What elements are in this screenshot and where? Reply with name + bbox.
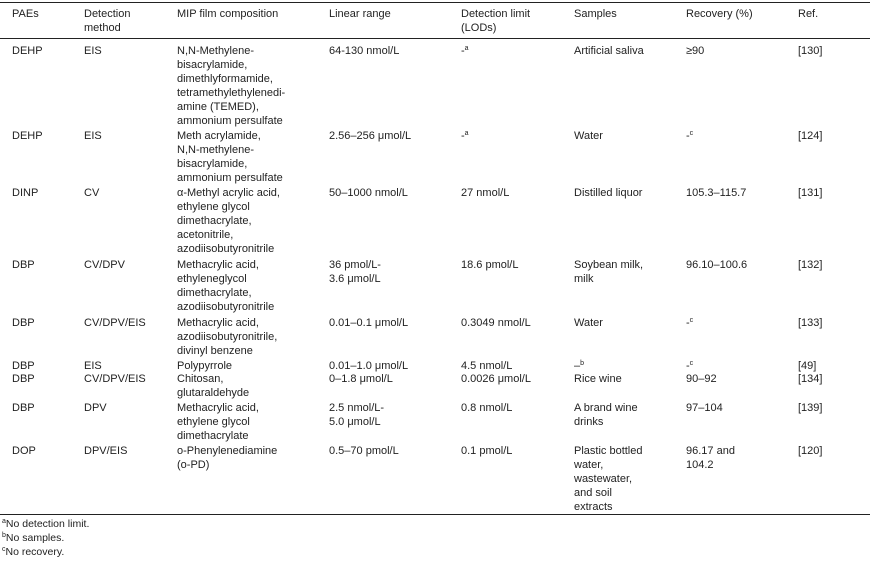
cell-samples: Soybean milk, milk <box>574 259 644 285</box>
cell-recovery: -$^c$ <box>686 360 694 372</box>
cell-recovery: 105.3–115.7 <box>686 187 747 199</box>
cell-ref: [139] <box>798 402 823 414</box>
cell-method: EIS <box>84 130 102 142</box>
cell-composition: α-Methyl acrylic acid, ethylene glycol dimethacrylate, acetonitrile, azodiisobutyronitrile <box>177 187 280 255</box>
cell-linear-range: 64-130 nmol/L <box>329 45 400 57</box>
table-bottom-rule <box>0 514 870 515</box>
footnote-mark: c <box>689 360 694 367</box>
table-top-rule <box>0 2 870 3</box>
cell-detection-limit: 4.5 nmol/L <box>461 360 513 372</box>
footnote: $^c$No recovery. <box>2 546 65 558</box>
cell-detection-limit: 18.6 pmol/L <box>461 259 519 271</box>
header-paes: PAEs <box>12 8 39 20</box>
cell-samples: Plastic bottled water, wastewater, and soil extracts <box>574 445 643 513</box>
footnote: $^b$No samples. <box>2 532 65 544</box>
cell-method: DPV/EIS <box>84 445 128 457</box>
cell-recovery: ≥90 <box>686 45 705 57</box>
cell-recovery: -$^c$ <box>686 317 694 329</box>
cell-composition: Chitosan, glutaraldehyde <box>177 373 250 399</box>
cell-method: EIS <box>84 360 102 372</box>
cell-ref: [124] <box>798 130 823 142</box>
cell-paes: DBP <box>12 373 35 385</box>
cell-detection-limit: 27 nmol/L <box>461 187 510 199</box>
cell-paes: DEHP <box>12 45 43 57</box>
cell-method: CV/DPV/EIS <box>84 373 146 385</box>
cell-composition: N,N-Methylene- bisacrylamide, dimethlyformamide, tetramethylethylenedi- amine (TEMED), ammonium persulfate <box>177 45 286 127</box>
cell-linear-range: 50–1000 nmol/L <box>329 187 408 199</box>
cell-ref: [130] <box>798 45 823 57</box>
cell-samples: Distilled liquor <box>574 187 643 199</box>
cell-composition: Methacrylic acid, azodiisobutyronitrile, divinyl benzene <box>177 317 278 357</box>
cell-method: EIS <box>84 45 102 57</box>
cell-ref: [49] <box>798 360 817 372</box>
cell-composition: Meth acrylamide, N,N-methylene- bisacrylamide, ammonium persulfate <box>177 130 283 184</box>
cell-recovery: 96.17 and 104.2 <box>686 445 735 471</box>
cell-samples: Artificial saliva <box>574 45 644 57</box>
cell-recovery: 90–92 <box>686 373 717 385</box>
cell-composition: Polypyrrole <box>177 360 233 372</box>
cell-recovery: -$^c$ <box>686 130 694 142</box>
cell-detection-limit: 0.8 nmol/L <box>461 402 513 414</box>
cell-samples: Water <box>574 130 603 142</box>
cell-linear-range: 2.5 nmol/L- 5.0 μmol/L <box>329 402 385 428</box>
cell-paes: DINP <box>12 187 39 199</box>
footnote-mark: c <box>689 130 694 137</box>
cell-detection-limit: -$^a$ <box>461 130 469 142</box>
cell-ref: [134] <box>798 373 823 385</box>
cell-recovery: 96.10–100.6 <box>686 259 748 271</box>
cell-method: CV/DPV/EIS <box>84 317 146 329</box>
cell-samples: A brand wine drinks <box>574 402 638 428</box>
cell-paes: DBP <box>12 360 35 372</box>
cell-recovery: 97–104 <box>686 402 723 414</box>
table-header-rule <box>0 38 870 39</box>
cell-detection-limit: 0.1 pmol/L <box>461 445 513 457</box>
cell-ref: [132] <box>798 259 823 271</box>
footnote-mark: a <box>464 45 469 52</box>
header-composition: MIP film composition <box>177 8 279 20</box>
cell-composition: o-Phenylenediamine (o-PD) <box>177 445 278 471</box>
cell-paes: DOP <box>12 445 36 457</box>
cell-composition: Methacrylic acid, ethylene glycol dimethacrylate <box>177 402 259 442</box>
cell-paes: DBP <box>12 259 35 271</box>
cell-paes: DBP <box>12 402 35 414</box>
cell-linear-range: 2.56–256 μmol/L <box>329 130 412 142</box>
cell-paes: DEHP <box>12 130 43 142</box>
header-linear-range: Linear range <box>329 8 391 20</box>
cell-linear-range: 0.5–70 pmol/L <box>329 445 399 457</box>
header-recovery: Recovery (%) <box>686 8 753 20</box>
cell-samples: Water <box>574 317 603 329</box>
footnote-mark: b <box>580 360 585 367</box>
header-samples: Samples <box>574 8 617 20</box>
cell-paes: DBP <box>12 317 35 329</box>
cell-method: CV/DPV <box>84 259 125 271</box>
cell-ref: [133] <box>798 317 823 329</box>
cell-linear-range: 0.01–0.1 μmol/L <box>329 317 409 329</box>
footnote-mark: c <box>689 317 694 324</box>
header-detection-limit: Detection limit (LODs) <box>461 8 531 34</box>
cell-ref: [120] <box>798 445 823 457</box>
header-detection-method: Detection method <box>84 8 131 34</box>
header-ref: Ref. <box>798 8 819 20</box>
cell-samples: Rice wine <box>574 373 622 385</box>
cell-detection-limit: 0.0026 μmol/L <box>461 373 531 385</box>
cell-detection-limit: -$^a$ <box>461 45 469 57</box>
cell-linear-range: 0–1.8 μmol/L <box>329 373 393 385</box>
cell-detection-limit: 0.3049 nmol/L <box>461 317 531 329</box>
cell-method: CV <box>84 187 100 199</box>
cell-linear-range: 36 pmol/L- 3.6 μmol/L <box>329 259 381 285</box>
cell-method: DPV <box>84 402 107 414</box>
cell-samples: –$^b$ <box>574 360 585 372</box>
cell-ref: [131] <box>798 187 823 199</box>
footnote: $^a$No detection limit. <box>2 518 90 530</box>
cell-composition: Methacrylic acid, ethyleneglycol dimethacrylate, azodiisobutyronitrile <box>177 259 275 313</box>
footnote-mark: a <box>464 130 469 137</box>
cell-linear-range: 0.01–1.0 μmol/L <box>329 360 409 372</box>
